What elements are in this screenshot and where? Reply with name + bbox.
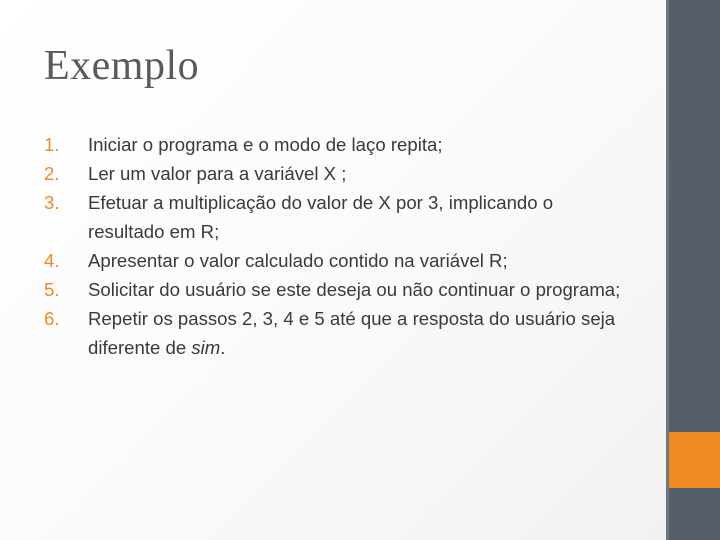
list-item-text: Efetuar a multiplicação do valor de X por 3, implicando o resultado em R;	[88, 192, 554, 242]
list-item-number: 1.	[44, 134, 60, 155]
list-item-suffix: .	[220, 337, 226, 358]
list-item-text: Iniciar o programa e o modo de laço repita;	[88, 134, 443, 155]
list-item	[44, 304, 634, 362]
list-item-text: Solicitar do usuário se este deseja ou não continuar o programa;	[88, 279, 621, 300]
list-item	[44, 275, 634, 304]
list-item	[44, 188, 634, 246]
list-item-number: 3.	[44, 192, 60, 213]
list-item-emphasis: sim	[191, 337, 221, 358]
accent-block	[669, 432, 720, 488]
slide-title: Exemplo	[44, 43, 200, 89]
list-item	[44, 159, 634, 188]
list-item-number: 2.	[44, 163, 60, 184]
list-item-number: 5.	[44, 279, 60, 300]
list-item-text: Ler um valor para a variável X ;	[88, 163, 347, 184]
list-item	[44, 130, 634, 159]
list-item-number: 6.	[44, 308, 60, 329]
list-item-text: Apresentar o valor calculado contido na variável R;	[88, 250, 508, 271]
steps-list	[44, 130, 634, 362]
list-item	[44, 246, 634, 275]
list-item-number: 4.	[44, 250, 60, 271]
list-item-text: Repetir os passos 2, 3, 4 e 5 até que a resposta do usuário seja diferente de	[88, 308, 616, 358]
